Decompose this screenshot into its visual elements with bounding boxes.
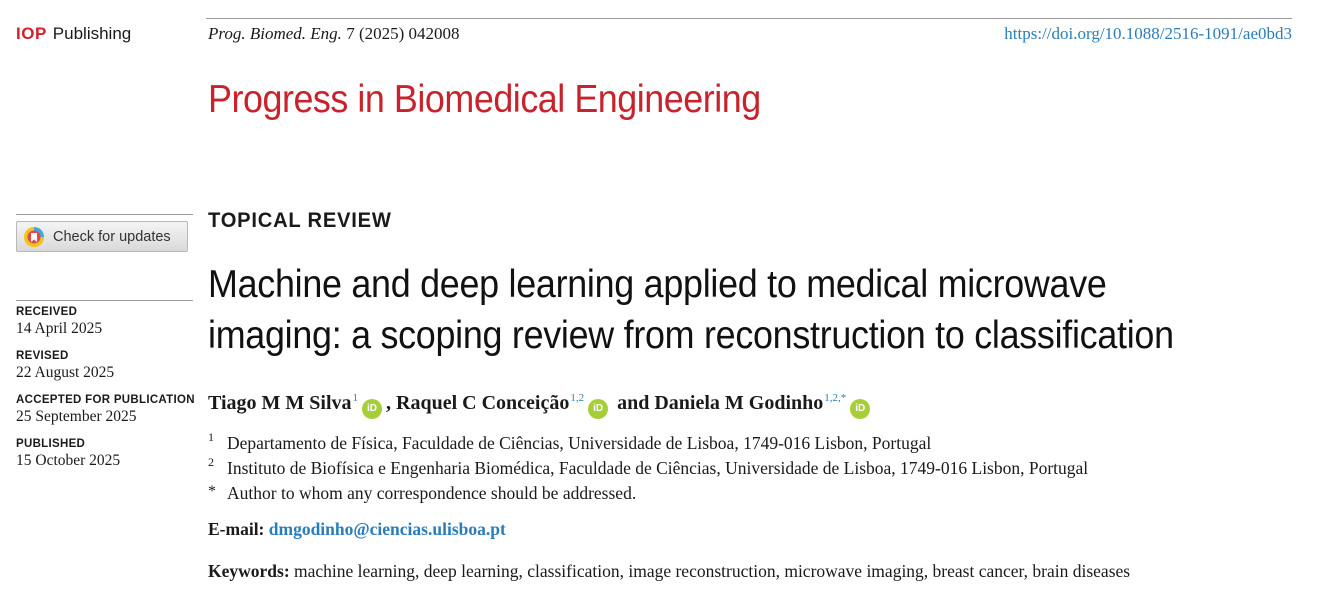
- author-name[interactable]: Tiago M M Silva: [208, 392, 352, 414]
- check-for-updates-button[interactable]: [16, 221, 188, 252]
- orcid-icon[interactable]: iD: [362, 399, 382, 419]
- article-type: TOPICAL REVIEW: [208, 209, 392, 232]
- journal-volume: 7: [346, 24, 355, 43]
- header-rule: [206, 18, 1292, 19]
- affiliation-item: [208, 483, 1088, 508]
- affiliation-text: Author to whom any correspondence should be addressed.: [227, 483, 637, 503]
- article-title: [208, 259, 1211, 361]
- doi-link[interactable]: https://doi.org/10.1088/2516-1091/ae0bd3: [1004, 24, 1292, 43]
- author-separator: ,: [386, 392, 397, 414]
- date-label: ACCEPTED FOR PUBLICATION: [16, 394, 195, 406]
- article-number: 042008: [408, 24, 460, 43]
- author-affil-ref[interactable]: 1,2,*: [824, 392, 847, 404]
- journal-year: (2025): [358, 24, 405, 43]
- author-name[interactable]: Raquel C Conceição: [396, 392, 570, 414]
- author-separator: and: [612, 392, 655, 414]
- publisher-logo[interactable]: [16, 24, 131, 44]
- journal-citation: [208, 24, 460, 44]
- correspondence-email: [208, 519, 506, 540]
- affiliation-text: Departamento de Física, Faculdade de Ciências, Universidade de Lisboa, 1749-016 Lisbon, Portugal: [227, 433, 932, 453]
- author-name[interactable]: Daniela M Godinho: [654, 392, 824, 414]
- author-list: [208, 392, 874, 419]
- date-label: RECEIVED: [16, 306, 78, 318]
- sidebar-rule-dates: [16, 300, 193, 301]
- keywords: [208, 561, 1130, 582]
- date-revised: [16, 349, 195, 382]
- affiliation-marker: 2: [208, 455, 214, 469]
- article-title-line-2: imaging: a scoping review from reconstruction to classification: [208, 314, 1174, 357]
- date-received: [16, 305, 195, 338]
- author-affil-ref[interactable]: 1: [352, 392, 359, 404]
- date-value: 15 October 2025: [16, 452, 121, 469]
- date-accepted: [16, 393, 195, 426]
- affiliation-marker: 1: [208, 430, 214, 444]
- email-label: E-mail:: [208, 519, 265, 539]
- journal-abbrev: Prog. Biomed. Eng.: [208, 24, 342, 43]
- sidebar-rule-top: [16, 214, 193, 215]
- publisher-name: Publishing: [52, 24, 132, 43]
- keywords-label: Keywords:: [208, 561, 290, 581]
- date-label: PUBLISHED: [16, 438, 86, 450]
- affiliation-item: [208, 430, 1088, 458]
- affiliation-item: [208, 455, 1089, 483]
- date-value: 25 September 2025: [16, 408, 137, 425]
- date-value: 22 August 2025: [16, 364, 115, 381]
- orcid-icon[interactable]: iD: [850, 399, 870, 419]
- journal-title[interactable]: Progress in Biomedical Engineering: [208, 78, 761, 121]
- date-published: [16, 437, 195, 470]
- author-affil-ref[interactable]: 1,2: [570, 392, 585, 404]
- date-label: REVISED: [16, 350, 69, 362]
- orcid-icon[interactable]: iD: [588, 399, 608, 419]
- affiliation-marker: *: [208, 483, 216, 500]
- date-value: 14 April 2025: [16, 320, 103, 337]
- email-link[interactable]: dmgodinho@ciencias.ulisboa.pt: [268, 519, 506, 539]
- publisher-brand: IOP: [16, 24, 47, 43]
- check-for-updates-label: Check for updates: [53, 228, 171, 245]
- affiliation-list: [208, 430, 1089, 508]
- keywords-text: machine learning, deep learning, classification, image reconstruction, microwave imaging, breast cancer, brain diseases: [294, 561, 1131, 581]
- affiliation-text: Instituto de Biofísica e Engenharia Biomédica, Faculdade de Ciências, Universidade de Lisboa, 1749-016 Lisbon, Portugal: [227, 458, 1089, 478]
- article-title-line-1: Machine and deep learning applied to medical microwave: [208, 263, 1107, 306]
- publication-dates: [16, 305, 195, 481]
- crossmark-icon: [23, 226, 45, 248]
